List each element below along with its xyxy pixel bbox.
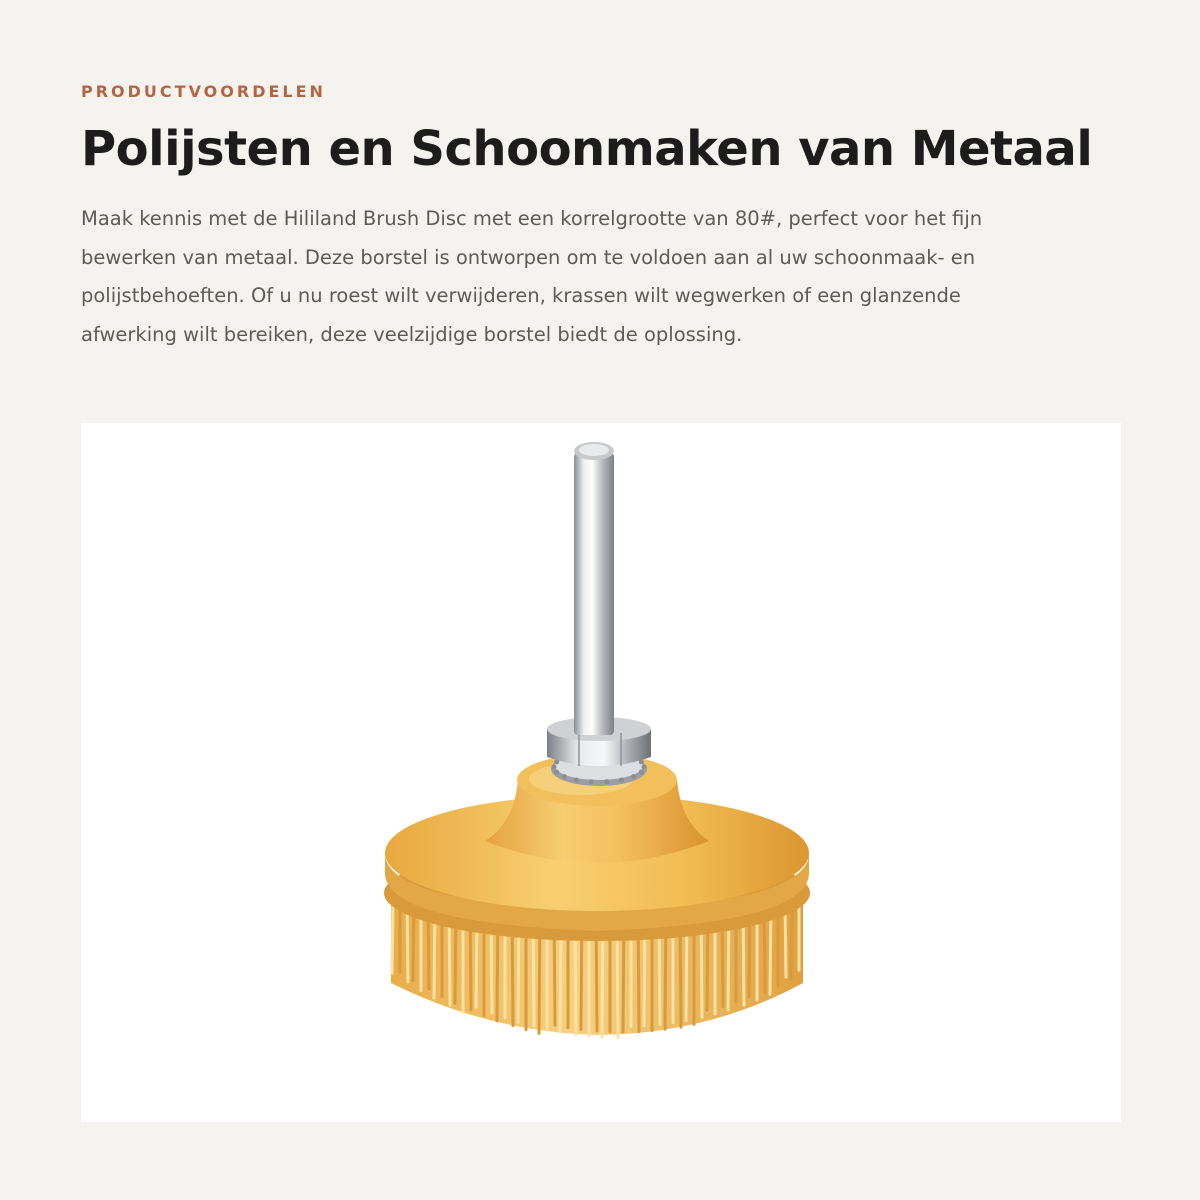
- washer-tooth: [574, 778, 579, 783]
- bristle: [791, 901, 792, 979]
- section-title: Polijsten en Schoonmaken van Metaal: [81, 121, 1093, 177]
- washer-tooth: [631, 774, 636, 779]
- washer-tooth: [562, 774, 567, 779]
- section-description: Maak kennis met de Hililand Brush Disc met een korrelgrootte van 80#, perfect voor het fijn bewerken van metaal. Deze borstel is ontworpen om te voldoen aan al uw schoonmaak- en polijstbehoeften. Of u nu roest wilt verwijderen, krassen wilt wegwerken of een glanzende afwerking wilt bereiken, deze veelzijdige borstel biedt de oplossing.: [81, 207, 983, 346]
- shaft: [574, 453, 614, 735]
- washer-tooth: [589, 779, 594, 784]
- washer-tooth: [642, 765, 647, 770]
- washer-tooth: [554, 770, 559, 775]
- washer-tooth: [604, 779, 609, 784]
- product-image: [81, 423, 1121, 1122]
- brush-disc-illustration: [81, 423, 1121, 1122]
- section-eyebrow: PRODUCTVOORDELEN: [81, 82, 326, 101]
- bristle: [392, 901, 393, 973]
- washer-tooth: [552, 765, 557, 770]
- washer-tooth: [619, 778, 624, 783]
- washer-tooth: [639, 770, 644, 775]
